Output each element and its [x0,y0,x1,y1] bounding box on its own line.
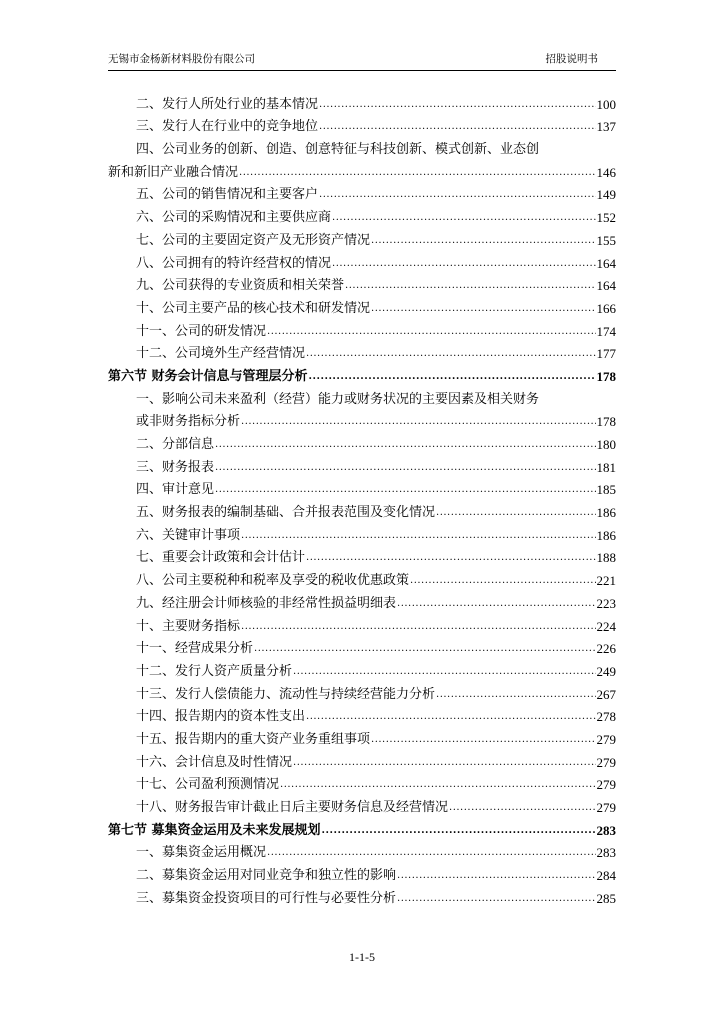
toc-entry[interactable] [108,453,616,476]
toc-entry-title: 一、影响公司未来盈利（经营）能力或财务状况的主要因素及相关财务 [136,391,540,407]
toc-chapter-entry[interactable] [108,816,616,839]
toc-leader-dots [293,755,595,771]
toc-entry[interactable] [108,272,616,295]
toc-entry[interactable] [108,226,616,249]
toc-leader-dots [371,301,595,317]
toc-entry[interactable] [108,203,616,226]
toc-entry-title: 九、公司获得的专业资质和相关荣誉 [136,278,345,294]
toc-entry-page-number: 249 [596,663,616,679]
toc-entry-page-number: 149 [596,187,616,203]
toc-entry-title: 或非财务指标分析 [136,414,241,430]
toc-entry-title: 十四、报告期内的资本性支出 [136,709,306,725]
toc-entry[interactable] [108,725,616,748]
toc-entry[interactable] [108,385,616,408]
toc-entry[interactable] [108,113,616,136]
toc-entry[interactable] [108,839,616,862]
toc-entry-title: 十三、发行人偿债能力、流动性与持续经营能力分析 [136,686,436,702]
toc-entry-page-number: 221 [596,573,616,589]
toc-leader-dots [280,777,595,793]
toc-leader-dots [410,573,595,589]
toc-entry-page-number: 226 [596,641,616,657]
toc-leader-dots [319,119,595,135]
toc-entry-page-number: 285 [596,890,616,906]
toc-entry[interactable] [108,861,616,884]
toc-leader-dots [254,641,595,657]
toc-entry-title: 二、募集资金运用对同业竞争和独立性的影响 [136,868,397,884]
toc-leader-dots [436,505,595,521]
toc-entry-title: 二、分部信息 [136,437,215,452]
toc-leader-dots [319,97,595,113]
toc-entry-page-number: 186 [596,527,616,543]
toc-entry-page-number: 174 [596,323,616,339]
toc-entry[interactable] [108,771,616,794]
toc-entry[interactable] [108,544,616,567]
toc-entry-title: 十、主要财务指标 [136,618,241,634]
toc-leader-dots [397,596,595,612]
toc-leader-dots [241,414,595,430]
toc-entry[interactable] [108,294,616,317]
toc-entry[interactable] [108,612,616,635]
toc-entry-title: 六、公司的采购情况和主要供应商 [136,210,332,226]
toc-entry-page-number: 224 [596,618,616,634]
toc-entry-page-number: 181 [596,459,616,475]
toc-leader-dots [241,528,595,544]
toc-entry-title: 一、募集资金运用概况 [136,845,267,861]
toc-entry-page-number: 180 [596,437,616,452]
toc-leader-dots [319,187,595,203]
toc-entry[interactable] [108,657,616,680]
toc-entry-title: 三、募集资金投资项目的可行性与必要性分析 [136,890,397,906]
toc-entry-page-number: 185 [596,482,616,498]
toc-entry[interactable] [108,476,616,499]
toc-entry-page-number: 267 [596,686,616,702]
toc-entry-page-number: 279 [596,754,616,770]
toc-entry[interactable] [108,317,616,340]
toc-entry[interactable] [108,181,616,204]
toc-entry-title: 十一、经营成果分析 [136,641,254,657]
toc-entry-title: 十六、会计信息及时性情况 [136,754,293,770]
toc-leader-dots [371,732,595,748]
toc-entry-page-number: 178 [596,368,616,384]
toc-leader-dots [293,664,595,680]
header-company-name: 无锡市金杨新材料股份有限公司 [108,53,255,65]
toc-leader-dots [309,369,596,385]
header-document-type: 招股说明书 [545,53,598,65]
toc-entry-title: 四、审计意见 [136,482,215,498]
toc-entry[interactable] [108,635,616,658]
toc-entry-page-number: 164 [596,278,616,294]
toc-leader-dots [241,619,595,635]
toc-entry-page-number: 178 [596,414,616,430]
toc-leader-dots [306,550,595,566]
toc-leader-dots [239,165,595,181]
toc-entry-title: 第六节 财务会计信息与管理层分析 [108,368,308,384]
toc-leader-dots [215,437,595,453]
toc-entry-page-number: 164 [596,255,616,271]
toc-leader-dots [397,891,595,907]
toc-leader-dots [449,800,595,816]
toc-entry-title: 三、发行人在行业中的竞争地位 [136,119,319,135]
toc-entry-title: 五、财务报表的编制基础、合并报表范围及变化情况 [136,505,436,521]
toc-leader-dots [322,823,596,839]
toc-entry-page-number: 223 [596,595,616,611]
toc-leader-dots [306,346,595,362]
toc-entry-title: 十二、发行人资产质量分析 [136,663,293,679]
toc-entry[interactable] [108,158,616,181]
toc-leader-dots [306,709,595,725]
toc-entry-page-number: 146 [596,164,616,180]
toc-leader-dots [215,460,595,476]
toc-entry[interactable] [108,430,616,453]
toc-leader-dots [397,868,595,884]
toc-entry-page-number: 155 [596,232,616,248]
toc-entry-title: 十八、财务报告审计截止日后主要财务信息及经营情况 [136,800,449,815]
toc-entry-page-number: 137 [596,119,616,135]
toc-entry[interactable] [108,680,616,703]
toc-chapter-entry[interactable] [108,362,616,385]
toc-entry-title: 新和新旧产业融合情况 [108,164,239,180]
toc-entry-page-number: 283 [596,845,616,861]
toc-leader-dots [267,324,595,340]
toc-entry-page-number: 188 [596,550,616,566]
toc-entry-page-number: 177 [596,346,616,362]
toc-entry-title: 五、公司的销售情况和主要客户 [136,187,319,203]
toc-entry-title: 二、发行人所处行业的基本情况 [136,96,319,112]
toc-entry-page-number: 284 [596,868,616,884]
toc-entry[interactable] [108,498,616,521]
toc-entry-page-number: 279 [596,731,616,747]
toc-entry-page-number: 279 [596,800,616,815]
toc-leader-dots [332,210,595,226]
toc-entry[interactable] [108,566,616,589]
toc-entry-title: 十二、公司境外生产经营情况 [136,346,306,362]
toc-leader-dots [345,278,595,294]
toc-entry-title: 七、重要会计政策和会计估计 [136,550,306,566]
toc-entry-title: 八、公司主要税种和税率及享受的税收优惠政策 [136,573,410,589]
toc-entry-title: 九、经注册会计师核验的非经常性损益明细表 [136,595,397,611]
table-of-contents [108,90,616,907]
toc-entry[interactable] [108,249,616,272]
toc-entry-title: 六、关键审计事项 [136,527,241,543]
toc-entry-title: 第七节 募集资金运用及未来发展规划 [108,822,321,838]
page-number: 1-1-5 [349,950,375,964]
toc-leader-dots [215,482,595,498]
toc-entry[interactable] [108,408,616,431]
page-header [108,50,616,71]
toc-entry-title: 十、公司主要产品的核心技术和研发情况 [136,300,371,316]
toc-entry-title: 十五、报告期内的重大资产业务重组事项 [136,731,371,747]
toc-entry-title: 十一、公司的研发情况 [136,323,267,339]
toc-entry-page-number: 279 [596,777,616,793]
toc-leader-dots [267,845,595,861]
toc-entry-title: 十七、公司盈利预测情况 [136,777,280,793]
toc-entry-page-number: 100 [596,96,616,112]
toc-entry[interactable] [108,748,616,771]
toc-entry-title: 八、公司拥有的特许经营权的情况 [136,255,332,271]
toc-entry-page-number: 186 [596,505,616,521]
toc-entry[interactable] [108,589,616,612]
toc-entry[interactable] [108,135,616,158]
toc-entry[interactable] [108,340,616,363]
toc-entry[interactable] [108,884,616,907]
toc-entry-page-number: 278 [596,709,616,725]
toc-entry-title: 七、公司的主要固定资产及无形资产情况 [136,232,371,248]
toc-entry-page-number: 166 [596,300,616,316]
toc-entry-title: 三、财务报表 [136,459,215,475]
toc-entry[interactable] [108,90,616,113]
toc-entry-page-number: 152 [596,210,616,226]
toc-entry[interactable] [108,703,616,726]
toc-leader-dots [436,687,595,703]
toc-entry[interactable] [108,793,616,816]
toc-entry-title: 四、公司业务的创新、创造、创意特征与科技创新、模式创新、业态创 [136,142,540,158]
toc-entry-page-number: 283 [596,822,616,838]
toc-entry[interactable] [108,521,616,544]
toc-leader-dots [371,233,595,249]
toc-leader-dots [332,256,595,272]
